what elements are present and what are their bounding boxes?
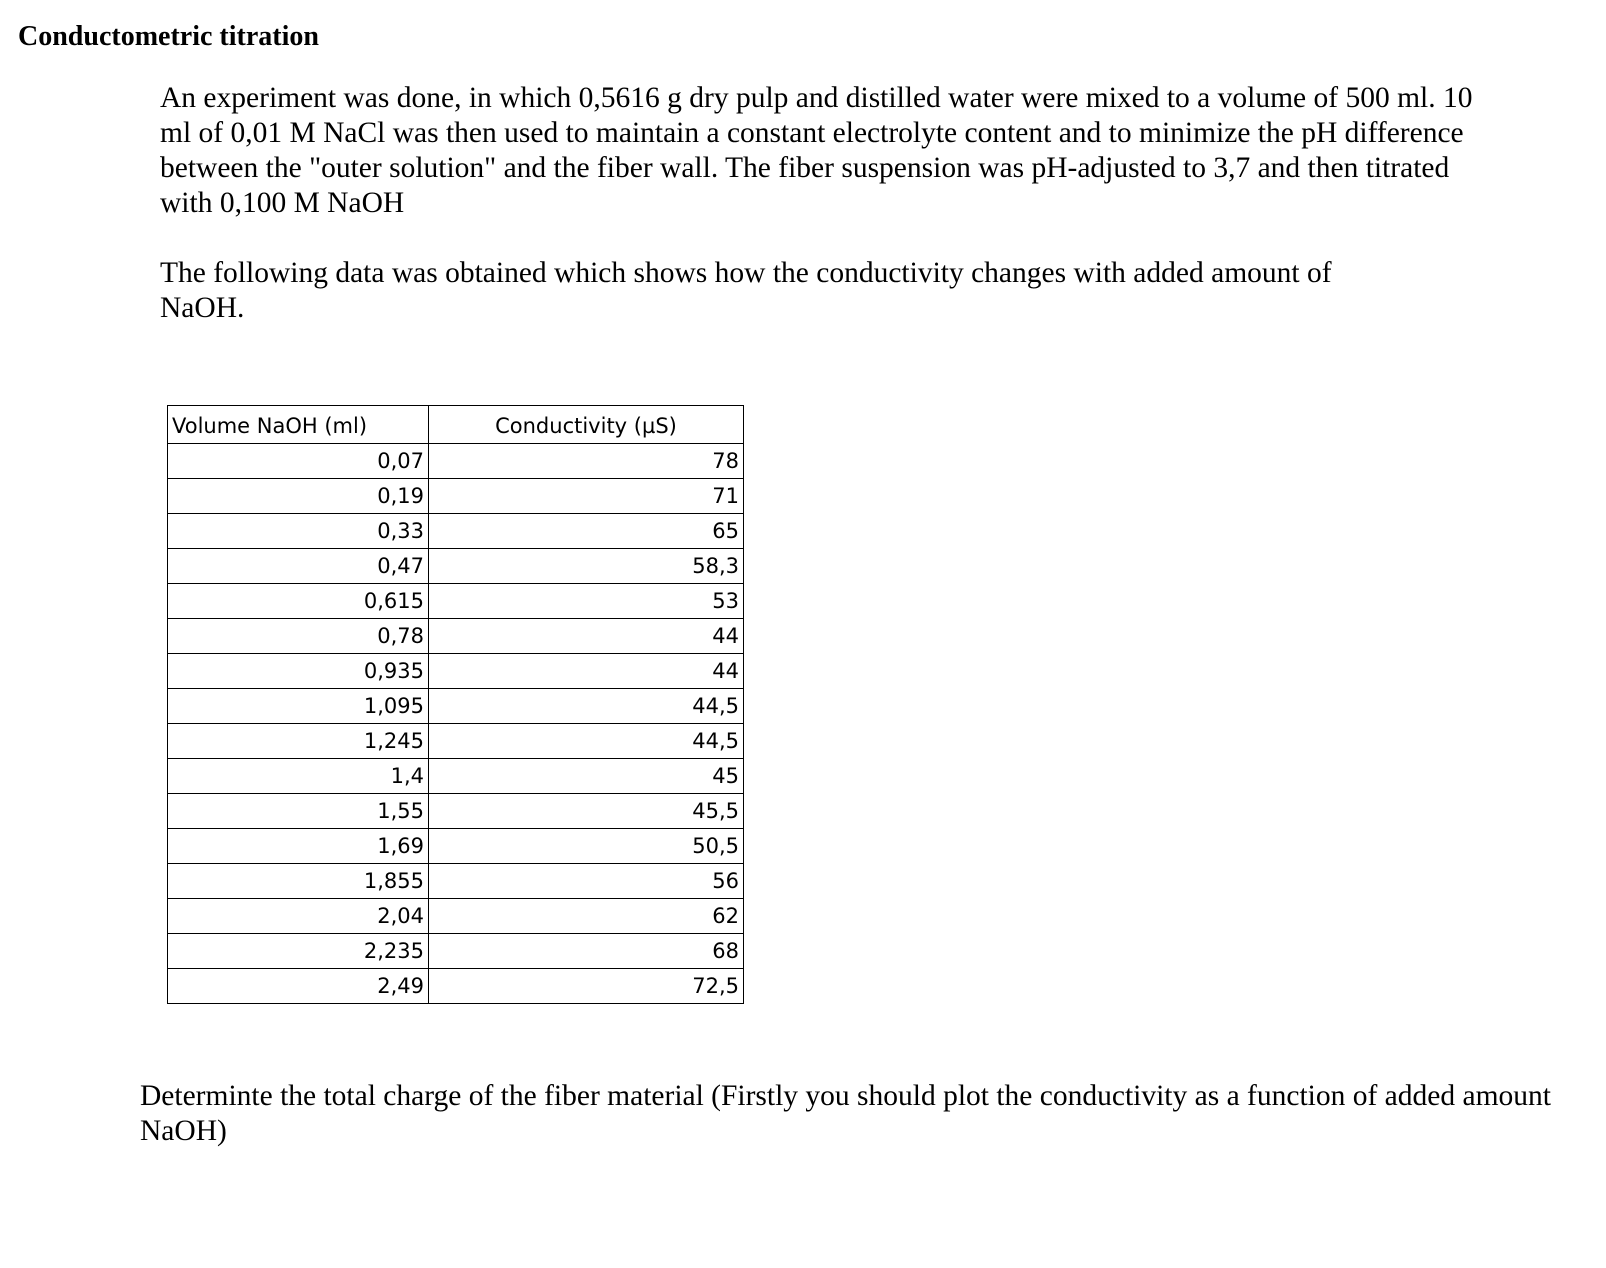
table-row	[168, 619, 744, 654]
table-row	[168, 934, 744, 969]
cell-conductivity: 45	[429, 759, 744, 794]
cell-volume: 0,78	[168, 619, 429, 654]
cell-volume: 0,07	[168, 444, 429, 479]
cell-conductivity: 65	[429, 514, 744, 549]
table-row	[168, 584, 744, 619]
cell-volume: 0,19	[168, 479, 429, 514]
cell-volume: 0,33	[168, 514, 429, 549]
cell-volume: 2,04	[168, 899, 429, 934]
table-row	[168, 864, 744, 899]
table-header-row	[168, 406, 744, 444]
cell-volume: 1,095	[168, 689, 429, 724]
cell-conductivity: 68	[429, 934, 744, 969]
cell-conductivity: 62	[429, 899, 744, 934]
data-intro: The following data was obtained which shows how the conductivity changes with added amount of NaOH.	[160, 257, 1332, 324]
cell-conductivity: 56	[429, 864, 744, 899]
table-row	[168, 969, 744, 1004]
cell-volume: 1,69	[168, 829, 429, 864]
table-row	[168, 514, 744, 549]
task-question: Determinte the total charge of the fiber material (Firstly you should plot the conductivity as a function of added amount NaOH)	[140, 1080, 1551, 1147]
cell-volume: 0,615	[168, 584, 429, 619]
titration-data-table	[167, 405, 744, 1004]
cell-volume: 0,935	[168, 654, 429, 689]
cell-conductivity: 44,5	[429, 689, 744, 724]
experiment-description: An experiment was done, in which 0,5616 g dry pulp and distilled water were mixed to a volume of 500 ml. 10 ml of 0,01 M NaCl was then used to maintain a constant electrolyte content and to minimize the pH difference between the "outer solution" and the fiber wall. The fiber suspension was pH-adjusted to 3,7 and then titrated with 0,100 M NaOH	[160, 82, 1473, 219]
cell-volume: 1,4	[168, 759, 429, 794]
column-header-conductivity: Conductivity (µS)	[429, 406, 744, 444]
cell-volume: 1,55	[168, 794, 429, 829]
table-row	[168, 654, 744, 689]
cell-volume: 1,245	[168, 724, 429, 759]
cell-conductivity: 44,5	[429, 724, 744, 759]
table-row	[168, 759, 744, 794]
table-row	[168, 794, 744, 829]
cell-conductivity: 45,5	[429, 794, 744, 829]
cell-volume: 1,855	[168, 864, 429, 899]
cell-conductivity: 44	[429, 619, 744, 654]
cell-conductivity: 44	[429, 654, 744, 689]
cell-conductivity: 72,5	[429, 969, 744, 1004]
cell-conductivity: 53	[429, 584, 744, 619]
cell-conductivity: 58,3	[429, 549, 744, 584]
cell-conductivity: 71	[429, 479, 744, 514]
table-row	[168, 829, 744, 864]
cell-volume: 0,47	[168, 549, 429, 584]
table-row	[168, 444, 744, 479]
cell-volume: 2,49	[168, 969, 429, 1004]
cell-conductivity: 50,5	[429, 829, 744, 864]
table-row	[168, 724, 744, 759]
table-row	[168, 689, 744, 724]
column-header-volume: Volume NaOH (ml)	[168, 406, 429, 444]
cell-volume: 2,235	[168, 934, 429, 969]
table-row	[168, 899, 744, 934]
cell-conductivity: 78	[429, 444, 744, 479]
table-row	[168, 479, 744, 514]
table-row	[168, 549, 744, 584]
table-body	[168, 444, 744, 1004]
page-title: Conductometric titration	[18, 21, 319, 52]
